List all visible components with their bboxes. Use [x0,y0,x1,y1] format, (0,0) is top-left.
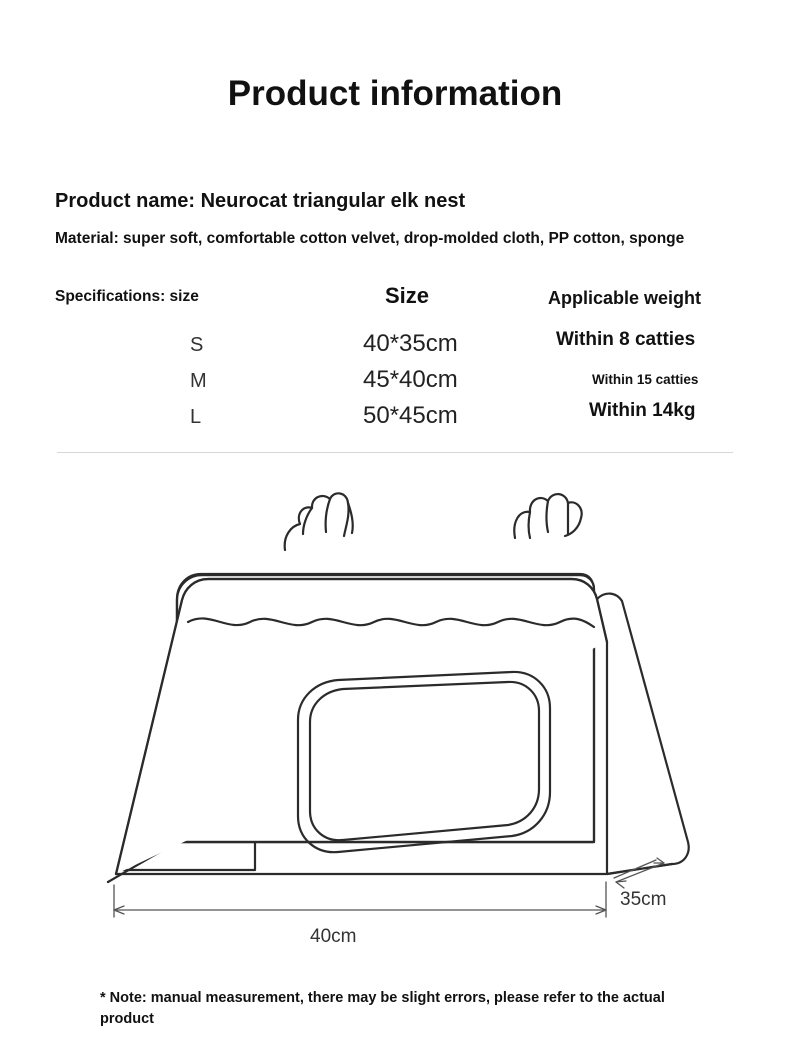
spec-row-weight: Within 8 catties [556,329,696,350]
dimension-depth-label: 35cm [620,889,667,910]
spec-row-size: 45*40cm [363,366,458,393]
dimension-width-line [114,882,606,917]
section-divider [57,452,733,453]
spec-row-label: L [190,406,202,428]
product-material: Material: super soft, comfortable cotton velvet, drop-molded cloth, PP cotton, sponge [55,230,685,247]
dimension-depth-line [614,848,720,888]
spec-row-label: S [190,334,204,356]
antler-right-icon [514,494,581,538]
spec-row-size: 50*45cm [363,402,458,429]
spec-header-size: Size [385,283,430,308]
spec-row-label: M [190,370,207,392]
spec-row-size: 40*35cm [363,330,458,357]
product-name: Product name: Neurocat triangular elk nest [55,190,466,212]
product-illustration [60,470,740,970]
footer-note: * Note: manual measurement, there may be slight errors, please refer to the actual product [100,990,665,1027]
spec-header-specifications: Specifications: size [55,288,199,305]
page-title: Product information [227,74,563,113]
spec-row-weight: Within 15 catties [592,372,699,387]
antler-left-icon [285,493,353,550]
spec-header-weight: Applicable weight [548,288,702,308]
spec-row-weight: Within 14kg [589,400,696,421]
dimension-width-label: 40cm [310,926,357,947]
